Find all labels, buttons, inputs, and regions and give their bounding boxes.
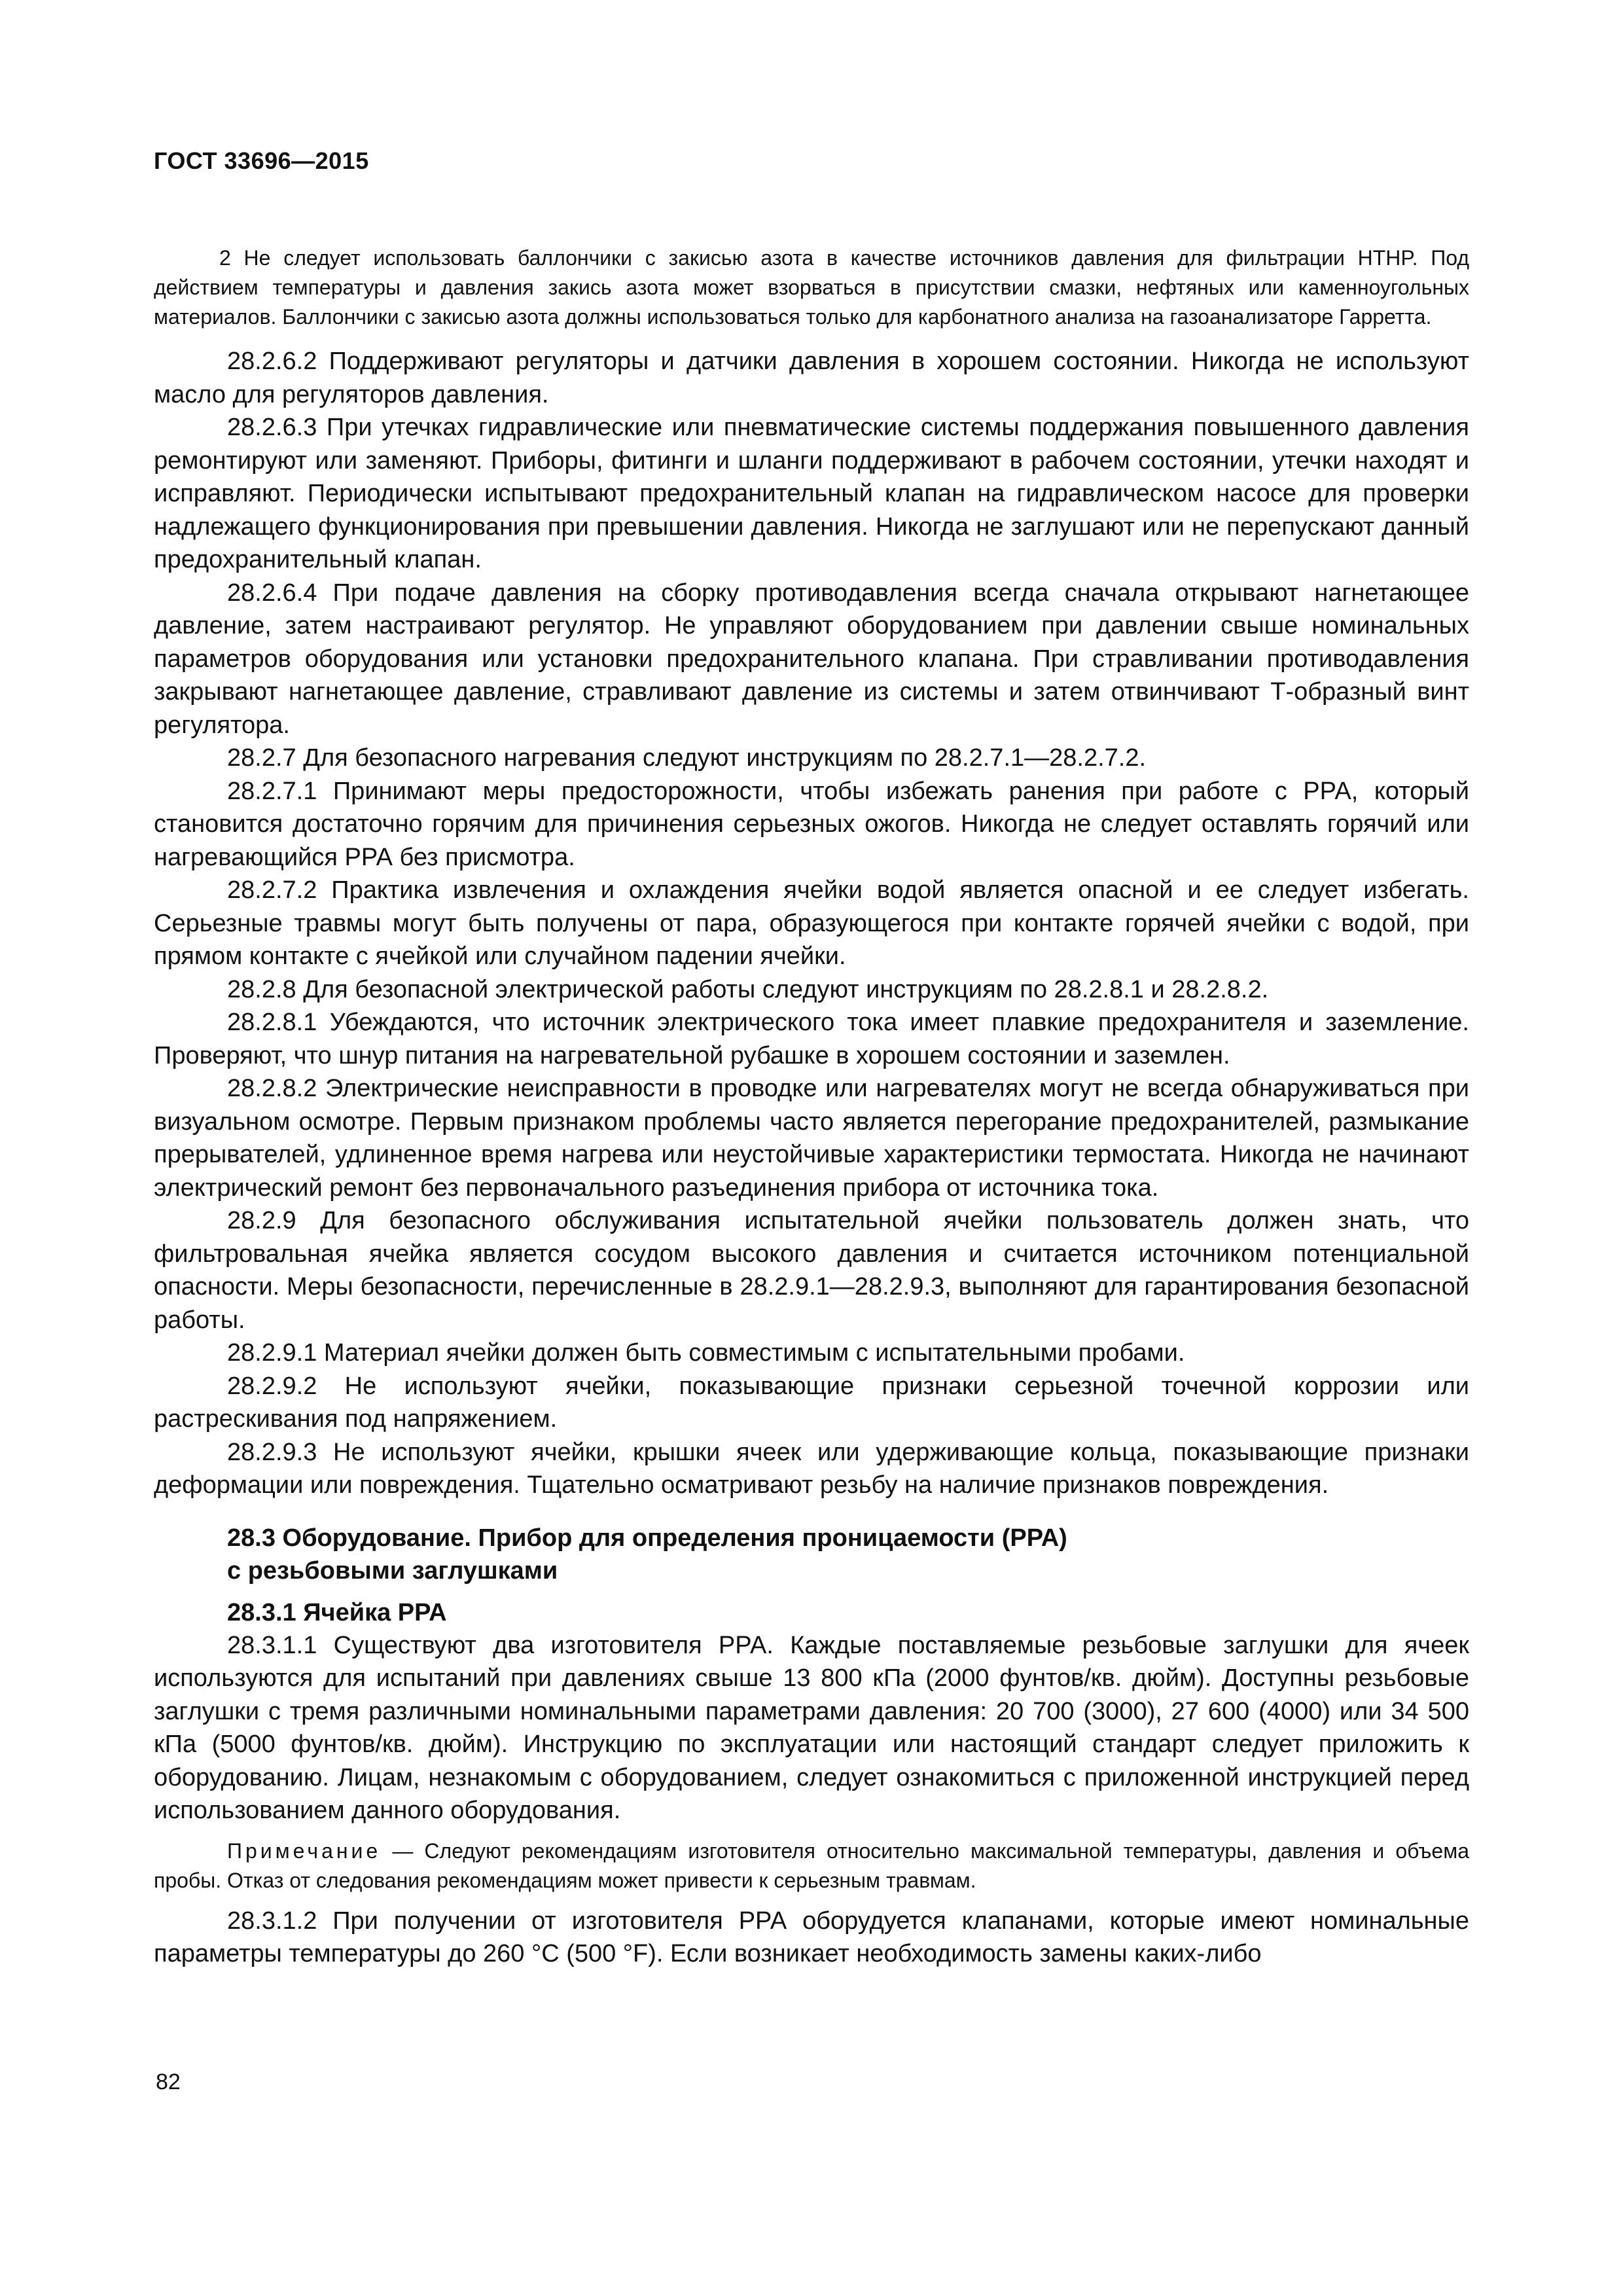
paragraph-28-2-9: 28.2.9 Для безопасного обслуживания испытательной ячейки пользователь должен знать, что фильтровальная ячейка является сосудом высокого давления и считается источником потенциальной опасности. Меры безопасности, перечисленные в 28.2.9.1—28.2.9.3, выполняют для гарантирования безопасной работы.	[154, 1207, 1469, 1334]
document-page	[154, 147, 1469, 1971]
paragraph-28-2-9-3: 28.2.9.3 Не используют ячейки, крышки ячеек или удерживающие кольца, показывающие признаки деформации или повреждения. Тщательно осматривают резьбу на наличие признаков повреждения.	[154, 1438, 1469, 1499]
section-heading-28-3	[154, 1522, 1469, 1587]
paragraph-28-2-8-1: 28.2.8.1 Убеждаются, что источник электрического тока имеет плавкие предохранителя и заземление. Проверяют, что шнур питания на нагревательной рубашке в хорошем состоянии и заземлен.	[154, 1009, 1469, 1069]
note-label: Примечание	[227, 1839, 382, 1863]
section-heading-line-2: с резьбовыми заглушками	[227, 1556, 558, 1585]
paragraph-28-3-1-2: 28.3.1.2 При получении от изготовителя РРА оборудуется клапанами, которые имеют номинальные параметры температуры до 260 °C (500 °F). Если возникает необходимость замены каких-либо	[154, 1907, 1469, 1967]
paragraph-28-2-6-2: 28.2.6.2 Поддерживают регуляторы и датчики давления в хорошем состоянии. Никогда не используют масло для регуляторов давления.	[154, 348, 1469, 408]
paragraph-28-3-1-1: 28.3.1.1 Существуют два изготовителя РРА. Каждые поставляемые резьбовые заглушки для ячеек используются для испытаний при давлениях свыше 13 800 кПа (2000 фунтов/кв. дюйм). Доступны резьбовые заглушки с тремя различными номинальными параметрами давления: 20 700 (3000), 27 600 (4000) или 34 500 кПа (5000 фунтов/кв. дюйм). Инструкцию по эксплуатации или настоящий стандарт следует приложить к оборудованию. Лицам, незнакомым с оборудованием, следует ознакомиться с приложенной инструкцией перед использованием данного оборудования.	[154, 1631, 1469, 1824]
paragraph-28-2-9-1: 28.2.9.1 Материал ячейки должен быть совместимым с испытательными пробами.	[227, 1339, 1185, 1367]
subsection-heading-28-3-1: 28.3.1 Ячейка РРА	[227, 1598, 447, 1626]
note-manufacturer-recommendations	[154, 1837, 1469, 1895]
paragraph-28-2-9-2: 28.2.9.2 Не используют ячейки, показывающие признаки серьезной точечной коррозии или растрескивания под напряжением.	[154, 1372, 1469, 1433]
document-id-header: ГОСТ 33696—2015	[154, 147, 369, 174]
note-nitrous-oxide: 2 Не следует использовать баллончики с закисью азота в качестве источников давления для фильтрации HTHP. Под действием температуры и давления закись азота может взорваться в присутствии смазки, нефтяных или каменноугольных материалов. Баллончики с закисью азота должны использоваться только для карбонатного анализа на газоанализаторе Гарретта.	[154, 246, 1469, 329]
section-heading-line-1: 28.3 Оборудование. Прибор для определения проницаемости (РРА)	[227, 1524, 1067, 1552]
note-text: — Следуют рекомендациям изготовителя относительно максимальной температуры, давления и объема пробы. Отказ от следования рекомендациям может привести к серьезным травмам.	[154, 1839, 1469, 1892]
page-number: 82	[156, 2070, 181, 2094]
paragraph-28-2-6-3: 28.2.6.3 При утечках гидравлические или пневматические системы поддержания повышенного давления ремонтируют или заменяют. Приборы, фитинги и шланги поддерживают в рабочем состоянии, утечки находят и исправляют. Периодически испытывают предохранительный клапан на гидравлическом насосе для проверки надлежащего функционирования при превышении давления. Никогда не заглушают или не перепускают данный предохранительный клапан.	[154, 414, 1469, 573]
paragraph-28-2-8: 28.2.8 Для безопасной электрической работы следуют инструкциям по 28.2.8.1 и 28.2.8.2.	[227, 975, 1269, 1003]
paragraph-28-2-7-1: 28.2.7.1 Принимают меры предосторожности, чтобы избежать ранения при работе с РРА, который становится достаточно горячим для причинения серьезных ожогов. Никогда не следует оставлять горячий или нагревающийся РРА без присмотра.	[154, 777, 1469, 871]
paragraph-28-2-7: 28.2.7 Для безопасного нагревания следуют инструкциям по 28.2.7.1—28.2.7.2.	[227, 744, 1147, 772]
paragraph-28-2-7-2: 28.2.7.2 Практика извлечения и охлаждения ячейки водой является опасной и ее следует избегать. Серьезные травмы могут быть получены от пара, образующегося при контакте горячей ячейки с водой, при прямом контакте с ячейкой или случайном падении ячейки.	[154, 876, 1469, 970]
paragraph-28-2-6-4: 28.2.6.4 При подаче давления на сборку противодавления всегда сначала открывают нагнетающее давление, затем настраивают регулятор. Не управляют оборудованием при давлении свыше номинальных параметров оборудования или установки предохранительного клапана. При стравливании противодавления закрывают нагнетающее давление, стравливают давление из системы и затем отвинчивают Т-образный винт регулятора.	[154, 579, 1469, 739]
paragraph-28-2-8-2: 28.2.8.2 Электрические неисправности в проводке или нагревателях могут не всегда обнаруживаться при визуальном осмотре. Первым признаком проблемы часто является перегорание предохранителей, размыкание прерывателей, удлиненное время нагрева или неустойчивые характеристики термостата. Никогда не начинают электрический ремонт без первоначального разъединения прибора от источника тока.	[154, 1075, 1469, 1202]
